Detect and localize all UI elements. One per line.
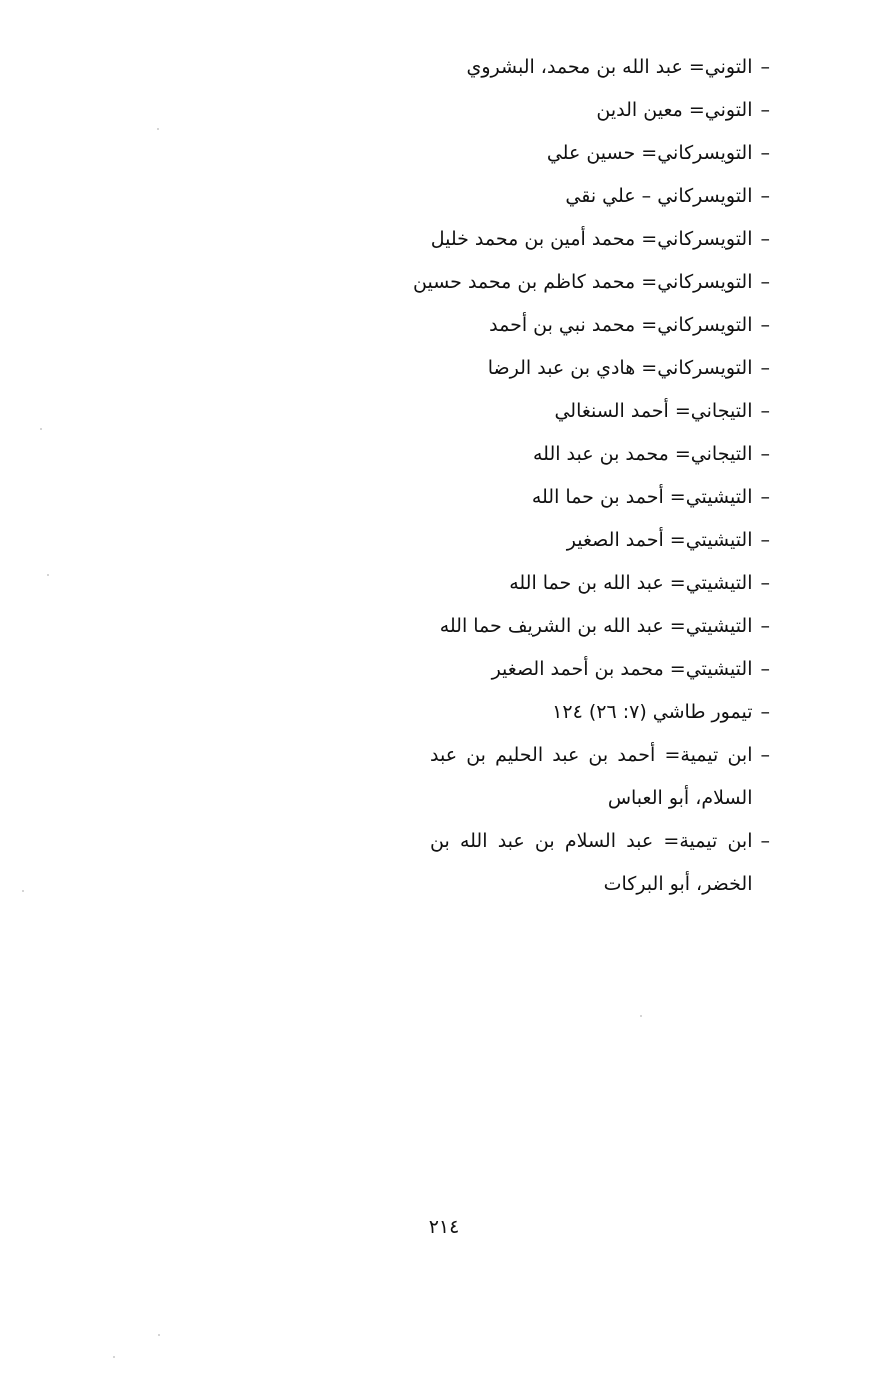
index-entry-text: التيجاني= محمد بن عبد الله xyxy=(532,443,753,465)
list-dash: – xyxy=(760,357,770,379)
index-entry-text: التويسركاني= محمد كاظم بن محمد حسين xyxy=(413,271,753,293)
list-dash: – xyxy=(760,701,770,723)
scan-speck xyxy=(22,890,24,892)
index-entry-text: التيشيتي= أحمد بن حما الله xyxy=(531,486,753,508)
index-entry-text: التيشيتي= عبد الله بن حما الله xyxy=(509,572,753,594)
page-number: ٢١٤ xyxy=(428,1216,460,1238)
index-entry xyxy=(430,648,770,691)
name-index-list xyxy=(413,46,770,906)
index-entry xyxy=(430,820,770,906)
index-entry xyxy=(413,261,770,304)
index-entry xyxy=(430,562,770,605)
list-dash: – xyxy=(760,830,770,852)
list-dash: – xyxy=(760,658,770,680)
index-entry-text: التويسركاني= هادي بن عبد الرضا xyxy=(487,357,753,379)
scan-speck xyxy=(640,1015,642,1017)
index-entry xyxy=(430,519,770,562)
list-dash: – xyxy=(760,228,770,250)
scan-speck xyxy=(47,574,49,576)
list-dash: – xyxy=(760,99,770,121)
index-entry-text: التيشيتي= محمد بن أحمد الصغير xyxy=(491,658,753,680)
list-dash: – xyxy=(760,185,770,207)
index-entry xyxy=(430,605,770,648)
scan-speck xyxy=(157,128,159,130)
list-dash: – xyxy=(760,142,770,164)
index-entry-text: التوني= عبد الله بن محمد، البشروي xyxy=(466,56,753,78)
list-dash: – xyxy=(760,443,770,465)
list-dash: – xyxy=(760,486,770,508)
scan-speck xyxy=(113,1356,115,1358)
index-entry-text: التيجاني= أحمد السنغالي xyxy=(554,400,753,422)
index-entry xyxy=(430,390,770,433)
index-entry xyxy=(430,175,770,218)
index-entry xyxy=(430,476,770,519)
index-entry xyxy=(430,691,770,734)
index-entry-text: التيشيتي= عبد الله بن الشريف حما الله xyxy=(439,615,753,637)
list-dash: – xyxy=(760,744,770,766)
scan-speck xyxy=(40,428,42,430)
list-dash: – xyxy=(760,572,770,594)
index-entry xyxy=(430,433,770,476)
index-entry xyxy=(430,218,770,261)
index-entry-text: ابن تيمية= أحمد بن عبد الحليم بن عبد السلام، أبو العباس xyxy=(430,744,753,809)
list-dash: – xyxy=(760,271,770,293)
list-dash: – xyxy=(760,615,770,637)
index-entry xyxy=(430,304,770,347)
index-entry xyxy=(430,46,770,89)
index-entry xyxy=(430,347,770,390)
scan-speck xyxy=(158,1334,160,1336)
index-entry-text: التويسركاني= محمد نبي بن أحمد xyxy=(489,314,753,336)
index-entry xyxy=(430,132,770,175)
index-entry xyxy=(430,89,770,132)
index-entry-text: التيشيتي= أحمد الصغير xyxy=(566,529,753,551)
index-entry xyxy=(430,734,770,820)
list-dash: – xyxy=(760,56,770,78)
list-dash: – xyxy=(760,314,770,336)
index-entry-text: ابن تيمية= عبد السلام بن عبد الله بن الخضر، أبو البركات xyxy=(430,830,753,895)
index-entry-text: التويسركاني – علي نقي xyxy=(565,185,753,207)
index-entry-text: التوني= معين الدين xyxy=(596,99,753,121)
index-entry-text: التويسركاني= محمد أمين بن محمد خليل xyxy=(430,228,753,250)
index-entry-text: تيمور طاشي (٧: ٢٦) ١٢٤ xyxy=(552,701,753,723)
index-entry-text: التويسركاني= حسين علي xyxy=(546,142,753,164)
list-dash: – xyxy=(760,529,770,551)
list-dash: – xyxy=(760,400,770,422)
